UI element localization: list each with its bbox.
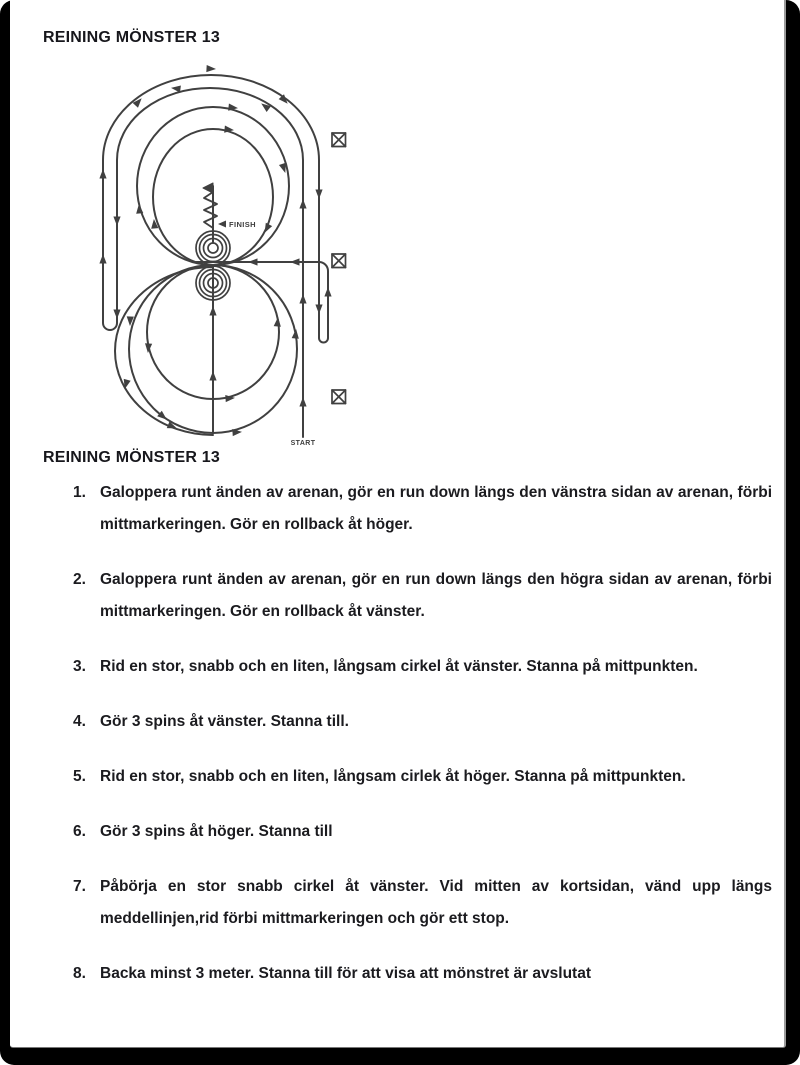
instruction-text: Backa minst 3 meter. Stanna till för att visa att mönstret är avslutat [100, 965, 591, 982]
arrowhead-icon [113, 310, 120, 320]
arrowhead-icon [135, 204, 143, 214]
start-label: START [290, 440, 316, 447]
instruction-text: Gör 3 spins åt vänster. Stanna till. [100, 713, 349, 730]
document-page [10, 0, 786, 1048]
arrowhead-icon [290, 258, 300, 265]
instruction-item [43, 477, 772, 541]
instruction-number: 5. [73, 768, 86, 785]
instruction-text: Galoppera runt änden av arenan, gör en run down längs den högra sidan av arenan, förbi mittmarkeringen. Gör en rollback åt vänster. [100, 571, 772, 620]
boxed-x-marker-bottom [332, 390, 346, 404]
instruction-text: Påbörja en stor snabb cirkel åt vänster. Vid mitten av kortsidan, vänd upp längs meddellinjen,rid förbi mittmarkeringen och gör ett stop. [100, 878, 772, 927]
instruction-text: Galoppera runt änden av arenan, gör en run down längs den vänstra sidan av arenan, förbi mittmarkeringen. Gör en rollback åt höger. [100, 484, 772, 533]
arrowhead-icon [299, 397, 306, 407]
instruction-item [43, 651, 772, 683]
boxed-x-marker-middle [332, 254, 346, 268]
instruction-number: 1. [73, 484, 86, 501]
arrowhead-icon [171, 84, 181, 92]
arrowhead-icon [99, 169, 106, 179]
reining-pattern-diagram [78, 62, 358, 452]
arrowhead-icon [209, 371, 216, 381]
arrowhead-icon [274, 317, 282, 327]
finish-pointer-icon [218, 221, 226, 228]
arrowhead-icon [292, 329, 300, 339]
arrowhead-icon [299, 294, 306, 304]
page-title: REINING MÖNSTER 13 [43, 29, 220, 46]
instruction-number: 4. [73, 713, 86, 730]
instruction-item [43, 706, 772, 738]
backup-zigzag [204, 192, 217, 228]
arrowhead-icon [315, 305, 322, 315]
instruction-item [43, 958, 772, 990]
arrowhead-icon [299, 199, 306, 209]
instruction-item [43, 761, 772, 793]
arrowhead-icon [315, 190, 322, 200]
instruction-number: 7. [73, 878, 86, 895]
arrowhead-icon [99, 254, 106, 264]
instructions-list [43, 477, 772, 1013]
arrowhead-icon [324, 287, 331, 297]
instruction-item [43, 871, 772, 935]
arrowhead-icon [248, 258, 258, 265]
backup-flag-icon [203, 183, 213, 193]
arrowhead-icon [206, 65, 216, 73]
instruction-text: Rid en stor, snabb och en liten, långsam cirlek åt höger. Stanna på mittpunkten. [100, 768, 686, 785]
arrowhead-icon [261, 223, 272, 235]
instruction-text: Rid en stor, snabb och en liten, långsam cirkel åt vänster. Stanna på mittpunkten. [100, 658, 698, 675]
arrowhead-icon [209, 306, 216, 316]
instruction-number: 2. [73, 571, 86, 588]
arrowhead-icon [144, 343, 152, 353]
boxed-x-marker-top [332, 133, 346, 147]
arrowhead-icon [113, 217, 120, 227]
instruction-item [43, 816, 772, 848]
instruction-number: 3. [73, 658, 86, 675]
instruction-number: 6. [73, 823, 86, 840]
instruction-number: 8. [73, 965, 86, 982]
instruction-text: Gör 3 spins åt höger. Stanna till [100, 823, 333, 840]
finish-label: FINISH [229, 220, 256, 229]
instructions-title: REINING MÖNSTER 13 [43, 449, 220, 466]
instruction-item [43, 564, 772, 628]
